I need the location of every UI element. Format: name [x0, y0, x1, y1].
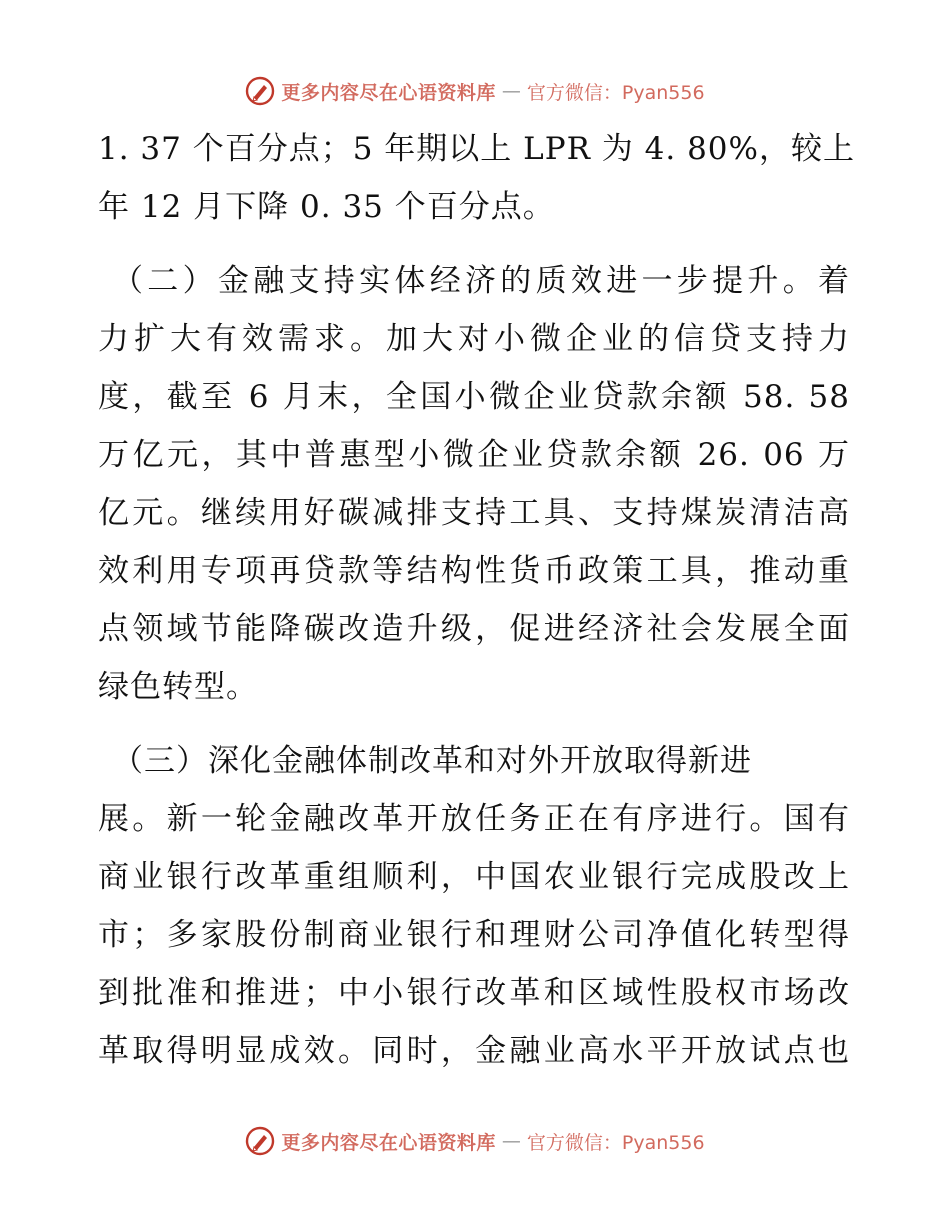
- text-line: 效利用专项再贷款等结构性货币政策工具，推动重: [98, 553, 850, 589]
- text-line: 革取得明显成效。同时，金融业高水平开放试点也: [98, 1033, 850, 1069]
- document-body: [98, 120, 855, 1080]
- pen-logo-icon: [245, 1126, 275, 1156]
- watermark-contact: 官方微信：Pyan556: [526, 81, 705, 104]
- section-heading-line: （三）深化金融体制改革和对外开放取得新进: [112, 743, 752, 779]
- text-line: 到批准和推进；中小银行改革和区域性股权市场改: [98, 975, 850, 1011]
- watermark-dash: —: [501, 80, 521, 102]
- watermark-contact: 官方微信：Pyan556: [526, 1131, 705, 1154]
- paragraph: [98, 120, 855, 236]
- text-line: 市；多家股份制商业银行和理财公司净值化转型得: [98, 917, 850, 953]
- pen-logo-icon: [245, 76, 275, 106]
- text-line: 1. 37 个百分点；5 年期以上 LPR 为 4. 80%，较上: [98, 131, 855, 167]
- watermark-dash: —: [501, 1130, 521, 1152]
- footer-watermark: [0, 1124, 950, 1158]
- text-line: 绿色转型。: [98, 669, 258, 705]
- paragraph: [98, 252, 850, 716]
- watermark-text: 更多内容尽在心语资料库: [281, 81, 496, 104]
- section-heading-line: （二）金融支持实体经济的质效进一步提升。着: [112, 263, 850, 299]
- text-line: 商业银行改革重组顺利，中国农业银行完成股改上: [98, 859, 850, 895]
- text-line: 力扩大有效需求。加大对小微企业的信贷支持力: [98, 321, 850, 357]
- text-line: 点领域节能降碳改造升级，促进经济社会发展全面: [98, 611, 850, 647]
- text-line: 亿元。继续用好碳减排支持工具、支持煤炭清洁高: [98, 495, 850, 531]
- header-watermark: [0, 74, 950, 108]
- text-line: 展。新一轮金融改革开放任务正在有序进行。国有: [98, 801, 850, 837]
- text-line: 万亿元，其中普惠型小微企业贷款余额 26. 06 万: [98, 437, 850, 473]
- watermark-text: 更多内容尽在心语资料库: [281, 1131, 496, 1154]
- paragraph: [98, 732, 850, 1080]
- text-line: 度，截至 6 月末，全国小微企业贷款余额 58. 58: [98, 379, 850, 415]
- text-line: 年 12 月下降 0. 35 个百分点。: [98, 189, 555, 225]
